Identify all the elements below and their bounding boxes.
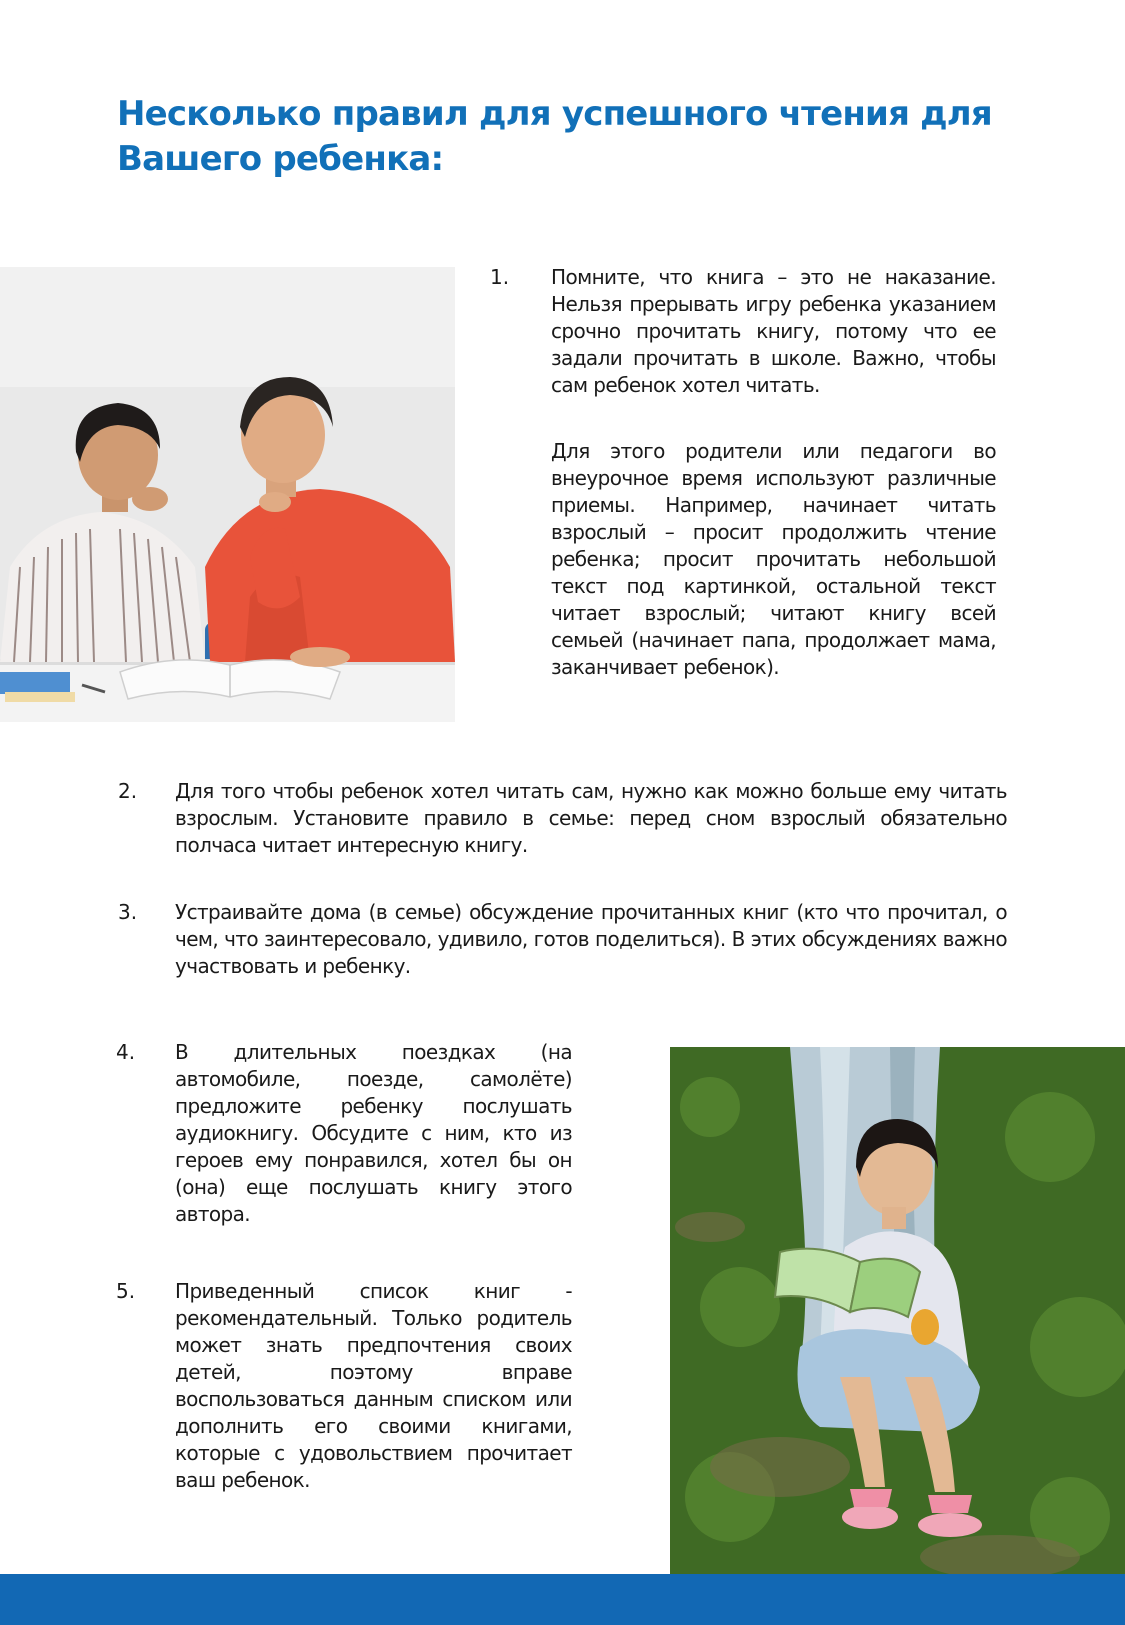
footer-bar (0, 1574, 1125, 1625)
rule-5 (116, 1278, 576, 1508)
page-title (117, 92, 1017, 182)
rule-3 (118, 899, 1008, 989)
rule-1-paragraph-2: Для этого родители или педагоги во внеурочное время используют различные приемы. Например, начинает читать взрослый – просит продолжить чтение ребенка; просит прочитать небольшой текст под картинкой, остальной текст читает взрослый; читают книгу всей семьей (начинает папа, продолжает мама, заканчивает ребенок). (551, 439, 996, 679)
rule-3-number: 3. (118, 900, 138, 924)
photo-girl-reading-illustration (670, 1047, 1125, 1574)
rule-2-text: Для того чтобы ребенок хотел читать сам, нужно как можно больше ему читать взрослым. Установите правило в семье: перед сном взрослый обязательно полчаса читает интересную книгу. (175, 779, 1007, 857)
rule-1-paragraph-1: Помните, что книга – это не наказание. Нельзя прерывать игру ребенка указанием срочно прочитать книгу, потому что ее задали прочитать в школе. Важно, чтобы сам ребенок хотел читать. (551, 265, 996, 397)
rule-1 (490, 264, 1007, 684)
rule-1-number: 1. (490, 265, 510, 289)
rule-4-number: 4. (116, 1040, 136, 1064)
rule-4-text: В длительных поездках (на автомобиле, поезде, самолёте) предложите ребенку послушать аудиокнигу. Обсудите с ним, кто из героев ему понравился, хотел бы он (она) еще послушать книгу этого автора. (175, 1040, 572, 1226)
page-title-line-1: Несколько правил для успешного чтения для (117, 94, 992, 134)
page-title-line-2: Вашего ребенка: (117, 139, 444, 179)
rule-4 (116, 1039, 576, 1239)
rule-3-text: Устраивайте дома (в семье) обсуждение прочитанных книг (кто что прочитал, о чем, что заинтересовало, удивило, готов поделиться). В этих обсуждениях важно участвовать и ребенку. (175, 900, 1007, 978)
photo-parent-and-child-illustration (0, 267, 455, 722)
rule-2 (118, 778, 1008, 868)
rule-5-text: Приведенный список книг - рекомендательный. Только родитель может знать предпочтения своих детей, поэтому вправе воспользоваться данным списком или дополнить его своими книгами, которые с удовольствием прочитает ваш ребенок. (175, 1279, 572, 1492)
photo-girl-reading (670, 1047, 1125, 1574)
photo-parent-and-child (0, 267, 455, 722)
rule-2-number: 2. (118, 779, 138, 803)
rule-5-number: 5. (116, 1279, 136, 1303)
